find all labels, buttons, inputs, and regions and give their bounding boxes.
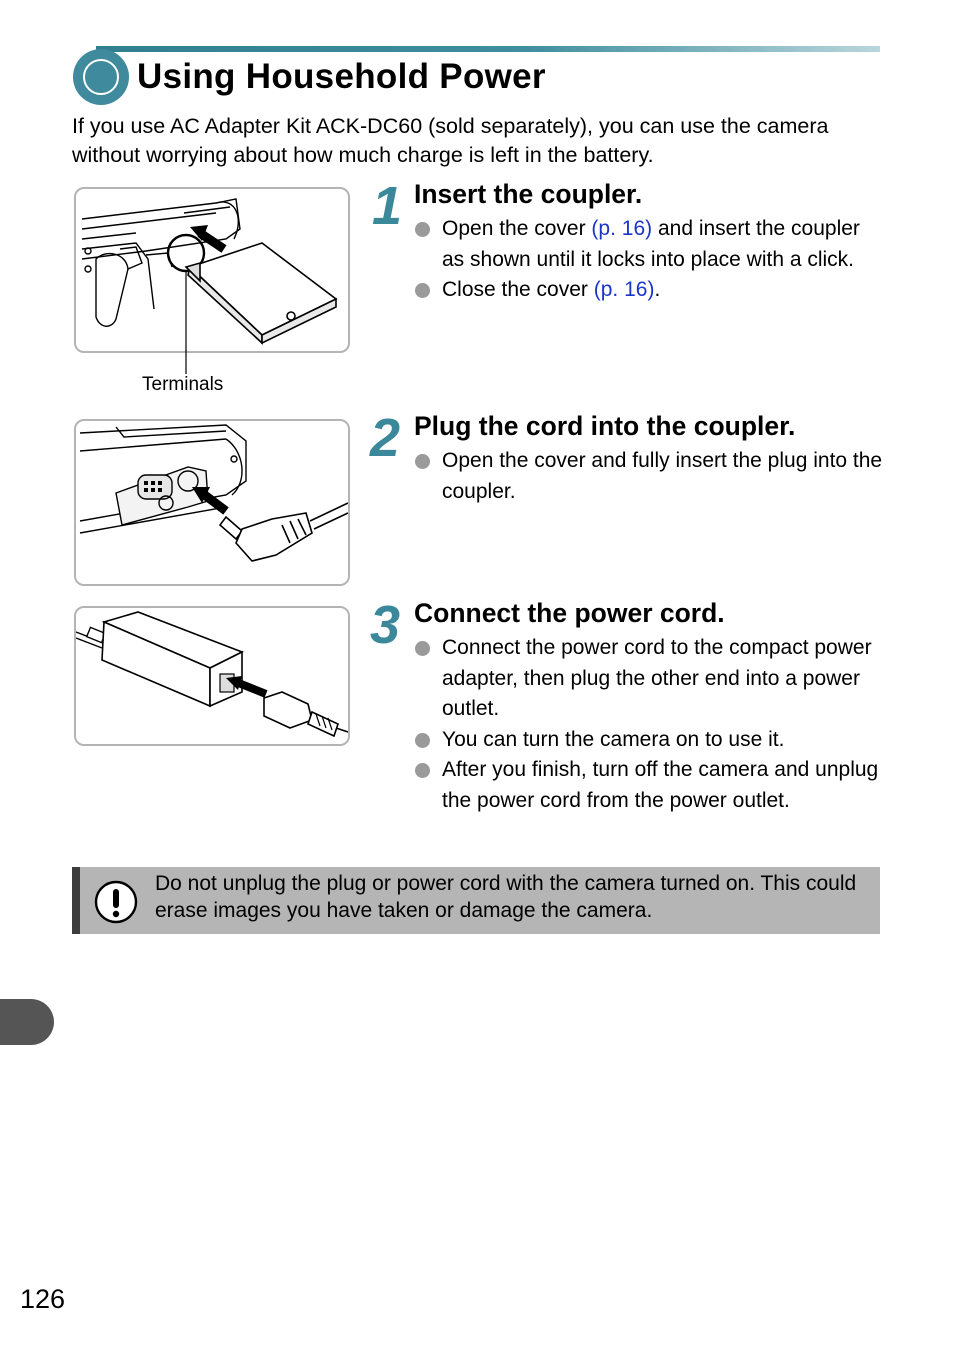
- list-item: Connect the power cord to the compact power adapter, then plug the other end into a power outlet.: [414, 633, 884, 725]
- step-2-bullets: [414, 446, 884, 507]
- list-item: Open the cover (p. 16) and insert the coupler as shown until it locks into place with a click.: [414, 214, 884, 275]
- page-reference-link[interactable]: (p. 16): [593, 278, 655, 301]
- list-item: You can turn the camera on to use it.: [414, 725, 884, 756]
- page-title: Using Household Power: [137, 57, 546, 96]
- step-1-bullets: [414, 214, 884, 306]
- bullet-icon: [415, 454, 430, 469]
- terminals-leader-line: [184, 350, 188, 374]
- bullet-icon: [415, 733, 430, 748]
- bullet-icon: [415, 641, 430, 656]
- caution-text: Do not unplug the plug or power cord with the camera turned on. This could erase images you have taken or damage the camera.: [155, 872, 857, 922]
- bullet-icon: [415, 763, 430, 778]
- step-title-3: Connect the power cord.: [414, 598, 725, 628]
- bullet-icon: [415, 283, 430, 298]
- exclamation-circle-icon: [94, 880, 138, 924]
- header-rule: [96, 46, 880, 52]
- camera-battery-compartment-illustration: [76, 189, 348, 351]
- intro-paragraph: If you use AC Adapter Kit ACK-DC60 (sold separately), you can use the camera without worrying about how much charge is left in the battery.: [72, 114, 829, 167]
- section-badge-icon: [73, 49, 129, 105]
- figure-plug-cord: [74, 419, 350, 586]
- list-item: After you finish, turn off the camera and unplug the power cord from the power outlet.: [414, 755, 884, 816]
- terminals-caption: Terminals: [142, 374, 224, 395]
- list-item: Open the cover and fully insert the plug into the coupler.: [414, 446, 884, 507]
- step-number-2: 2: [370, 408, 399, 468]
- power-adapter-illustration: [76, 608, 348, 744]
- step-3-bullets: [414, 633, 884, 816]
- step-title-1: Insert the coupler.: [414, 179, 643, 209]
- coupler-plug-illustration: [76, 421, 348, 584]
- step-number-1: 1: [372, 176, 401, 236]
- figure-power-adapter: [74, 606, 350, 746]
- step-title-2: Plug the cord into the coupler.: [414, 411, 796, 441]
- figure-insert-coupler: [74, 187, 350, 353]
- chapter-tab: [0, 999, 54, 1045]
- page-number: 126: [20, 1284, 66, 1314]
- step-number-3: 3: [370, 595, 399, 655]
- bullet-icon: [415, 222, 430, 237]
- page-reference-link[interactable]: (p. 16): [591, 217, 653, 240]
- list-item: Close the cover (p. 16).: [414, 275, 884, 306]
